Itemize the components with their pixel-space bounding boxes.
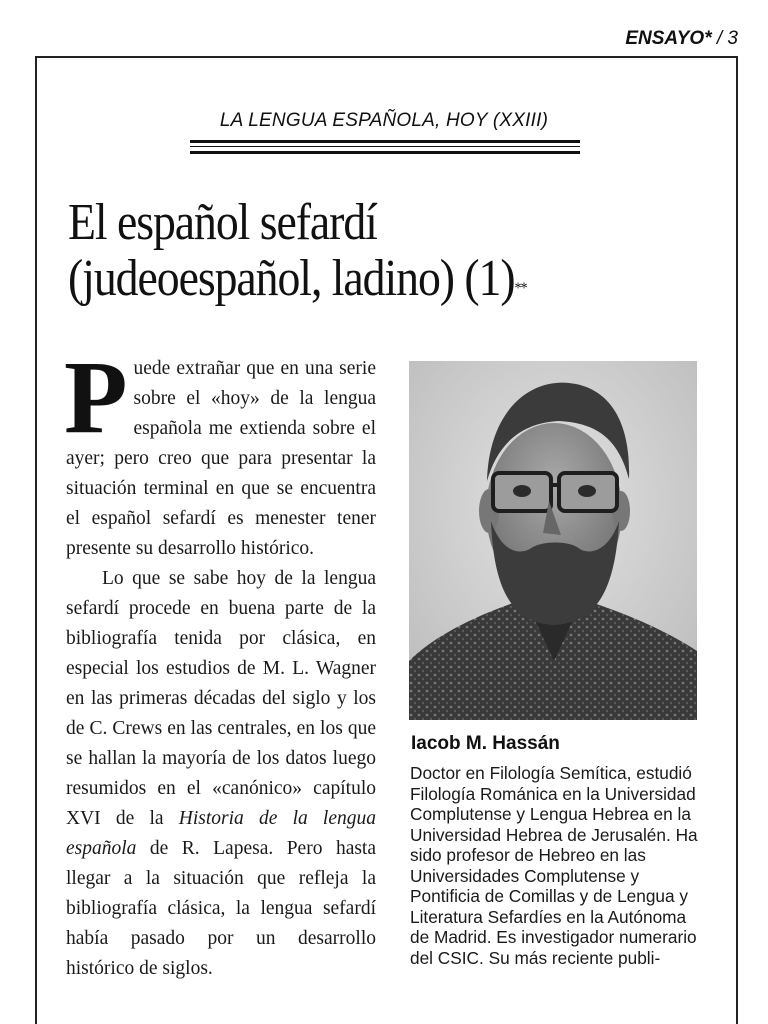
series-title: LA LENGUA ESPAÑOLA, HOY (XXIII) (219, 110, 549, 131)
author-photo (409, 361, 697, 720)
title-rule-middle (190, 146, 580, 147)
article-title-line1: El español sefardí (68, 194, 377, 251)
article-title-line2-text: (judeoespañol, ladino) (1) (68, 250, 515, 307)
title-rule-bottom (190, 151, 580, 154)
paragraph-1-text: uede extrañar que en una serie sobre el «hoy» de la lengua española me extienda sobre el ayer; pero creo que para presentar la situación terminal en que se encuentra el español sefardí es menester tener presente su desarrollo histórico. (66, 358, 376, 559)
paragraph-1 (64, 340, 376, 564)
article-title-line2 (68, 251, 649, 307)
bio-text: Doctor en Filología Semítica, estudió Filología Románica en la Universidad Complutense y Lengua Hebrea en la Universidad Hebrea de Jerusalén. Ha sido profesor de Hebreo en las Universidades Complutense y Pontificia de Comillas y de Lengua y Literatura Sefardíes en la Autónoma de Madrid. Es investigador numerario del CSIC. Su más reciente publi- (410, 763, 698, 968)
section-label: ENSAYO (625, 28, 705, 49)
book-title: Historia de la lengua española (66, 808, 377, 859)
paragraph-2-text-b: de R. Lapesa. Pero hasta llegar a la situación que refleja la bibliografía clásica, la lengua sefardí había pasado por un desarrollo histórico de siglos. (66, 838, 377, 979)
title-footnote-mark: ** (514, 280, 527, 297)
drop-cap: P (64, 340, 128, 455)
section-mark: * (704, 28, 712, 49)
bio-name: Iacob M. Hassán (411, 733, 560, 754)
page-number: / 3 (716, 28, 738, 49)
title-rule-top (190, 140, 580, 143)
paragraph-2 (66, 564, 376, 984)
page-header (625, 28, 738, 50)
article-title (68, 195, 649, 307)
article-body (64, 340, 377, 984)
paragraph-2-text-a: Lo que se sabe hoy de la lengua sefardí procede en buena parte de la bibliografía tenida por clásica, en especial los estudios de M. L. Wagner en las primeras décadas del siglo y los de C. Crews en las centrales, en los que se hallan la mayoría de los datos luego resumidos en el «canónico» capítulo XVI de la (66, 568, 376, 829)
author-portrait-image (409, 361, 697, 720)
